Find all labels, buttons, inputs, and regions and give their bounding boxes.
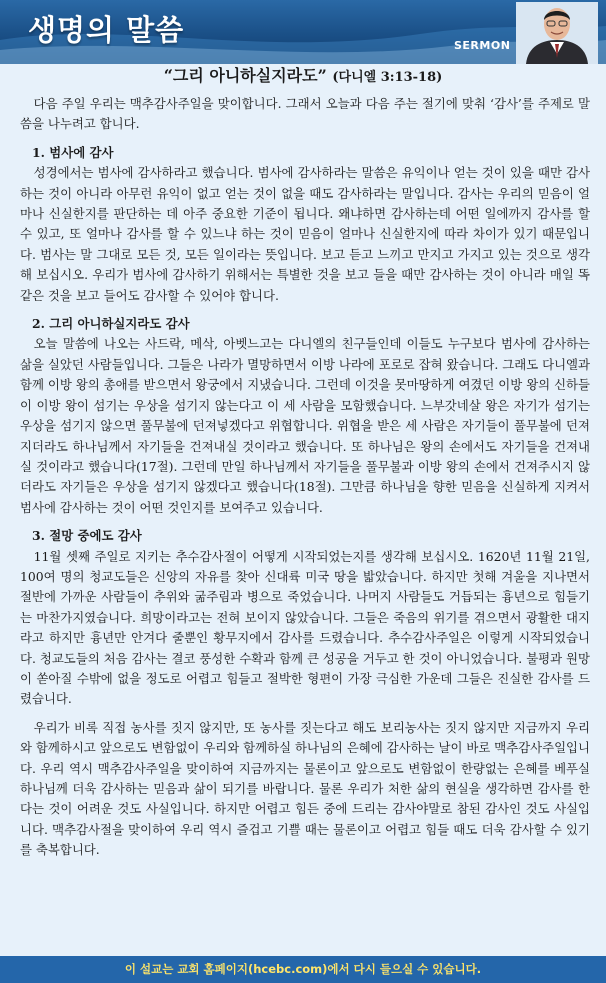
title-main: “그리 아니하실지라도”	[163, 66, 327, 85]
pastor-avatar	[516, 2, 598, 64]
section-heading: 2. 그리 아니하실지라도 감사	[32, 316, 190, 332]
section-heading: 3. 절망 중에도 감사	[32, 528, 142, 544]
sermon-title	[0, 66, 606, 88]
brand-title: 생명의 말씀	[28, 13, 185, 47]
sermon-label: SERMON	[454, 39, 511, 52]
footer-bar	[0, 956, 606, 983]
section-paragraph: 11월 셋째 주일로 지키는 추수감사절이 어떻게 시작되었는지를 생각해 보십시오. 1620년 11월 21일, 100여 명의 청교도들은 신앙의 자유를 찾아 신대륙 미국 땅을 밟았습니다. 하지만 첫해 겨울을 지나면서 절반에 가까운 사람들이 추위와 굶주림과 병으로 죽었습니다. 나머지 사람들도 거듭되는 흉년으로 힘들기는 마찬가지였습니다. 희망이라고는 전혀 보이지 않았습니다. 그들은 죽음의 위기를 겪으면서 광활한 대지라고 하지만 흉년만 안겨다 줄뿐인 황무지에서 감사를 드렸습니다. 추수감사주일은 이렇게 시작되었습니다. 청교도들의 처음 감사는 결코 풍성한 수확과 함께 큰 성공을 거두고 한 것이 아니었습니다. 불평과 원망이 쏟아질 수밖에 없을 정도로 어렵고 힘들고 절박한 형편이 가장 극심한 가운데 그들은 진실한 감사를 드렸습니다.	[20, 548, 590, 707]
intro-paragraph: 다음 주일 우리는 맥추감사주일을 맞이합니다. 그래서 오늘과 다음 주는 절기에 맞춰 ‘감사’를 주제로 말씀을 나누려고 합니다.	[20, 96, 590, 132]
section-paragraph: 우리가 비록 직접 농사를 짓지 않지만, 또 농사를 짓는다고 해도 보리농사는 짓지 않지만 지금까지 우리와 함께하시고 앞으로도 변함없이 우리와 함께하실 하나님의 은혜에 감사하는 날이 바로 맥추감사주일입니다. 우리 역시 맥추감사주일을 맞이하여 지금까지는 물론이고 앞으로도 변함없이 한량없는 은혜를 베푸실 하나님께 더욱 감사하는 믿음과 삶이 되기를 바랍니다. 물론 우리가 처한 삶의 현실을 생각하면 감사를 한다는 것이 어려운 것도 사실입니다. 하지만 어렵고 힘든 중에 드리는 감사야말로 참된 감사인 것도 사실입니다. 맥추감사절을 맞이하여 우리 역시 즐겁고 기쁠 때는 물론이고 어렵고 힘들 때도 더욱 감사할 수 있기를 축복합니다.	[20, 719, 590, 858]
section-paragraph: 성경에서는 범사에 감사하라고 했습니다. 범사에 감사하라는 말씀은 유익이나 얻는 것이 있을 때만 감사하는 것이 아니라 아무런 유익이 없고 얻는 것이 없을 때도 감사하라는 말입니다. 감사는 우리의 믿음이 얼마나 신실한지를 판단하는 데 아주 중요한 기준이 됩니다. 왜냐하면 감사하는데 어떤 일에까지 감사를 할 수 있고, 또 얼마나 감사를 할 수 있느냐 하는 것이 믿음이 얼마나 신실한지에 따라 차이가 있기 때문입니다. 범사는 말 그대로 모든 것, 모든 일이라는 뜻입니다. 보고 듣고 느끼고 만지고 가지고 있는 것으로 생각해 보십시오. 우리가 범사에 감사하기 위해서는 특별한 것을 보고 들을 때만 감사하는 것이 아니라 매일 똑같은 것을 보고 들어도 감사할 수 있어야 합니다.	[20, 165, 590, 303]
section-heading: 1. 범사에 감사	[32, 144, 114, 160]
section-paragraph: 오늘 말씀에 나오는 사드락, 메삭, 아벳느고는 다니엘의 친구들인데 이들도 누구보다 범사에 감사하는 삶을 실았던 사람들입니다. 그들은 나라가 멸망하면서 이방 나라에 포로로 잡혀 왔습니다. 그래도 다니엘과 함께 이방 왕의 총애를 받으면서 왕궁에서 지냈습니다. 그런데 이것을 못마땅하게 여겼던 이방 왕의 신하들이 이방 왕이 섬기는 우상을 섬기지 않는다고 이 세 사람을 모함했습니다. 느부갓네살 왕은 자기가 섬기는 우상을 섬기지 않으면 풀무불에 던져넣겠다고 위협합니다. 위협을 받은 세 사람은 자기들이 풀무불에 던져지더라도 하나님께서 자기들을 건져내실 것이라고 했습니다. 또 하나님은 왕의 손에서도 자기들을 건져내실 것이라고 했습니다(17절). 그런데 만일 하나님께서 자기들을 풀무불과 이방 왕의 손에서 건져주시지 않더라도 자기들은 우상을 섬기지 않겠다고 했습니다(18절). 그만큼 하나님을 향한 믿음을 신실하게 지켜서 범사에 감사하는 것이 어떤 것인지를 보여주고 있습니다.	[20, 336, 590, 515]
header-banner	[0, 0, 606, 64]
sermon-body	[20, 94, 590, 861]
footer-note: 이 설교는 교회 홈페이지(hcebc.com)에서 다시 들으실 수 있습니다.	[124, 962, 482, 976]
scripture-reference: (다니엘 3:13-18)	[332, 70, 443, 85]
